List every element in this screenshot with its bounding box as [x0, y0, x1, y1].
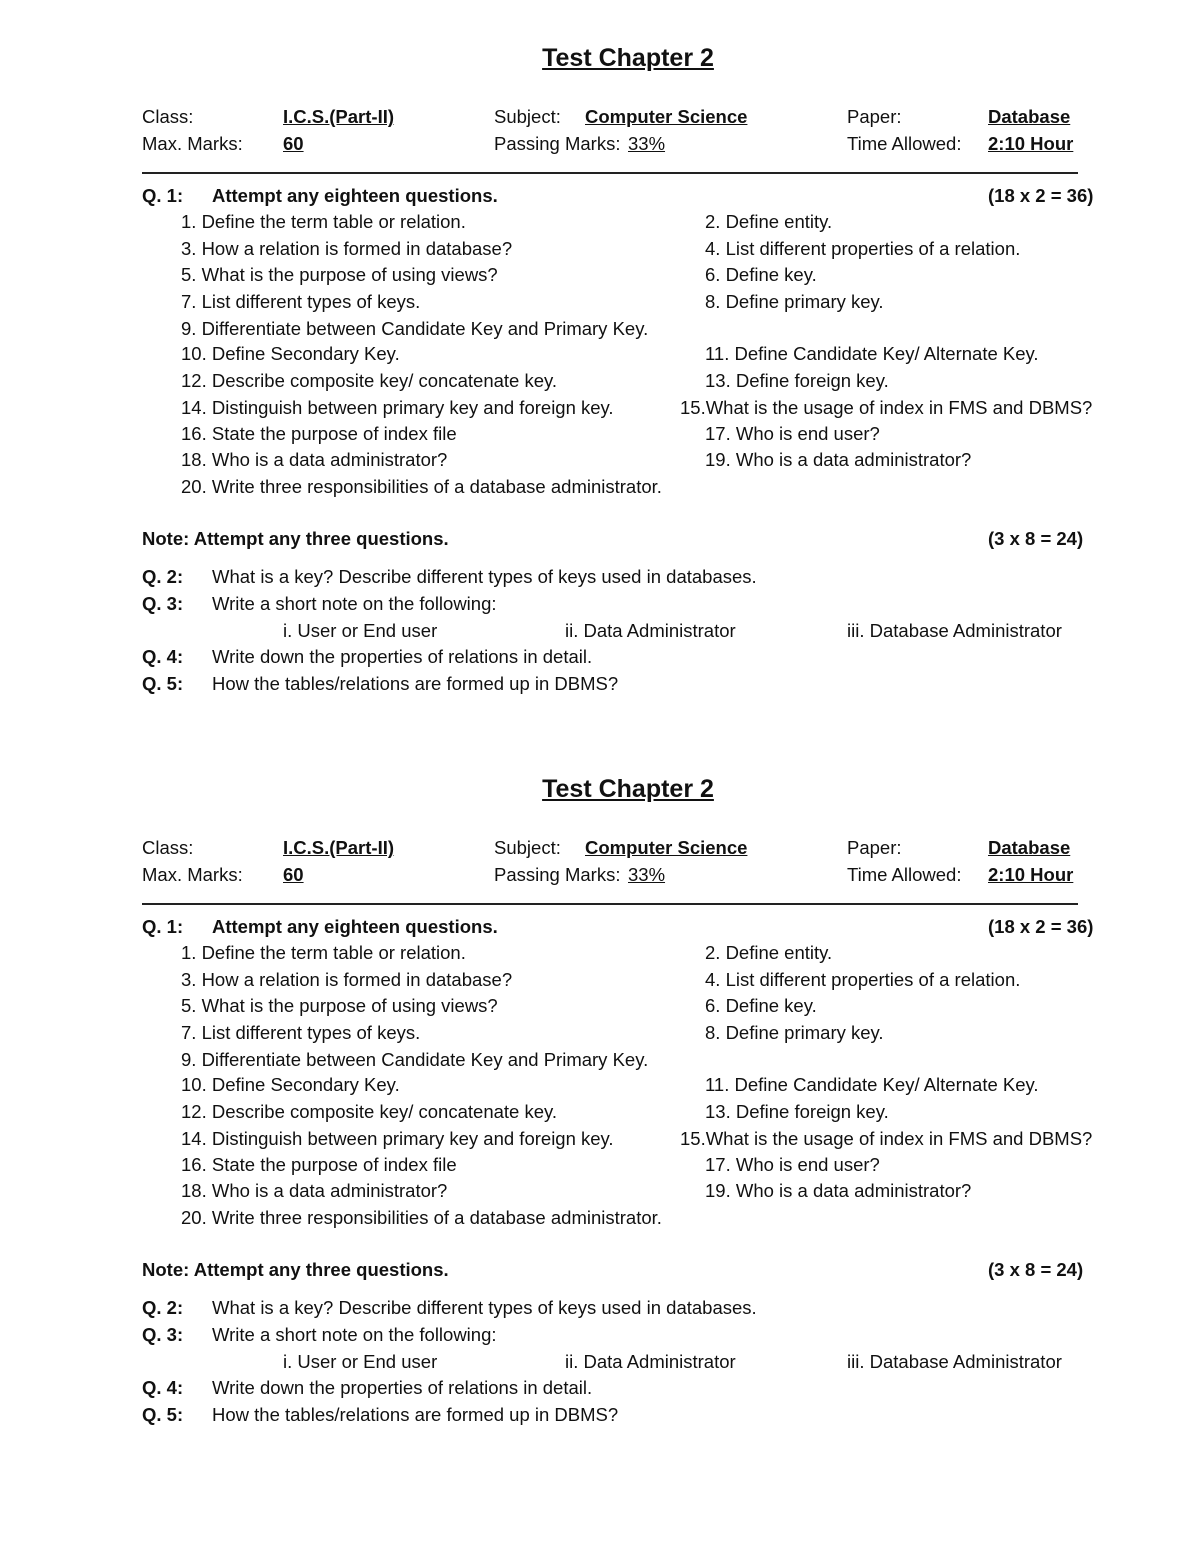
divider — [142, 172, 1078, 174]
short-question: 1. Define the term table or relation. — [181, 942, 466, 963]
note-instruction: Note: Attempt any three questions. — [142, 528, 449, 549]
short-question: 9. Differentiate between Candidate Key and Primary Key. — [181, 1049, 649, 1070]
q2-label: Q. 2: — [142, 1297, 184, 1318]
short-question: 3. How a relation is formed in database? — [181, 238, 513, 259]
q5-label: Q. 5: — [142, 673, 184, 694]
time-allowed-value: 2:10 Hour — [988, 133, 1074, 154]
short-question: 13. Define foreign key. — [705, 1101, 889, 1122]
q3-text: Write a short note on the following: — [212, 1324, 497, 1345]
short-question: 2. Define entity. — [705, 942, 833, 963]
short-question: 20. Write three responsibilities of a database administrator. — [181, 1207, 662, 1228]
q3-label: Q. 3: — [142, 593, 184, 614]
class-value: I.C.S.(Part-II) — [283, 106, 395, 127]
exam-paper-copy-2 — [0, 731, 1200, 1431]
q3-part: i. User or End user — [283, 620, 438, 641]
short-question: 7. List different types of keys. — [181, 1022, 421, 1043]
short-question: 11. Define Candidate Key/ Alternate Key. — [705, 1074, 1039, 1095]
class-label: Class: — [142, 837, 194, 858]
short-question: 10. Define Secondary Key. — [181, 343, 400, 364]
q2-text: What is a key? Describe different types of keys used in databases. — [212, 1297, 757, 1318]
max-marks-value: 60 — [283, 133, 304, 154]
passing-marks-label: Passing Marks: — [494, 133, 621, 154]
q3-label: Q. 3: — [142, 1324, 184, 1345]
subject-value: Computer Science — [585, 106, 748, 127]
q1-instruction: Attempt any eighteen questions. — [212, 185, 498, 206]
short-question: 4. List different properties of a relation. — [705, 969, 1021, 990]
short-question: 12. Describe composite key/ concatenate key. — [181, 370, 558, 391]
q3-part: i. User or End user — [283, 1351, 438, 1372]
short-question: 4. List different properties of a relation. — [705, 238, 1021, 259]
short-question: 15.What is the usage of index in FMS and DBMS? — [680, 1128, 1093, 1149]
time-allowed-label: Time Allowed: — [847, 864, 962, 885]
paper-value: Database — [988, 106, 1071, 127]
short-question: 5. What is the purpose of using views? — [181, 264, 498, 285]
q4-text: Write down the properties of relations in detail. — [212, 1377, 593, 1398]
q5-text: How the tables/relations are formed up in DBMS? — [212, 673, 619, 694]
q3-part: iii. Database Administrator — [847, 620, 1062, 641]
q3-part: ii. Data Administrator — [565, 1351, 736, 1372]
q1-marks: (18 x 2 = 36) — [988, 185, 1094, 206]
short-question: 7. List different types of keys. — [181, 291, 421, 312]
time-allowed-label: Time Allowed: — [847, 133, 962, 154]
max-marks-value: 60 — [283, 864, 304, 885]
q4-text: Write down the properties of relations in detail. — [212, 646, 593, 667]
divider — [142, 903, 1078, 905]
q5-text: How the tables/relations are formed up in DBMS? — [212, 1404, 619, 1425]
q4-label: Q. 4: — [142, 1377, 184, 1398]
q1-label: Q. 1: — [142, 185, 184, 206]
short-question: 10. Define Secondary Key. — [181, 1074, 400, 1095]
max-marks-label: Max. Marks: — [142, 864, 243, 885]
short-question: 14. Distinguish between primary key and foreign key. — [181, 397, 614, 418]
short-question: 6. Define key. — [705, 264, 817, 285]
q2-label: Q. 2: — [142, 566, 184, 587]
q1-marks: (18 x 2 = 36) — [988, 916, 1094, 937]
time-allowed-value: 2:10 Hour — [988, 864, 1074, 885]
paper-label: Paper: — [847, 106, 902, 127]
short-question: 9. Differentiate between Candidate Key and Primary Key. — [181, 318, 649, 339]
note-marks: (3 x 8 = 24) — [988, 1259, 1084, 1280]
short-question: 11. Define Candidate Key/ Alternate Key. — [705, 343, 1039, 364]
paper-value: Database — [988, 837, 1071, 858]
q1-instruction: Attempt any eighteen questions. — [212, 916, 498, 937]
short-question: 13. Define foreign key. — [705, 370, 889, 391]
q3-text: Write a short note on the following: — [212, 593, 497, 614]
note-instruction: Note: Attempt any three questions. — [142, 1259, 449, 1280]
short-question: 15.What is the usage of index in FMS and DBMS? — [680, 397, 1093, 418]
exam-paper-copy-1 — [0, 0, 1200, 700]
subject-value: Computer Science — [585, 837, 748, 858]
subject-label: Subject: — [494, 106, 561, 127]
short-question: 2. Define entity. — [705, 211, 833, 232]
short-question: 14. Distinguish between primary key and foreign key. — [181, 1128, 614, 1149]
short-question: 1. Define the term table or relation. — [181, 211, 466, 232]
short-question: 16. State the purpose of index file — [181, 1154, 457, 1175]
q3-part: iii. Database Administrator — [847, 1351, 1062, 1372]
q1-label: Q. 1: — [142, 916, 184, 937]
short-question: 16. State the purpose of index file — [181, 423, 457, 444]
short-question: 6. Define key. — [705, 995, 817, 1016]
passing-marks-value: 33% — [628, 864, 666, 885]
short-question: 8. Define primary key. — [705, 1022, 884, 1043]
short-question: 17. Who is end user? — [705, 1154, 880, 1175]
class-label: Class: — [142, 106, 194, 127]
short-question: 20. Write three responsibilities of a database administrator. — [181, 476, 662, 497]
short-question: 19. Who is a data administrator? — [705, 1180, 972, 1201]
max-marks-label: Max. Marks: — [142, 133, 243, 154]
passing-marks-label: Passing Marks: — [494, 864, 621, 885]
q5-label: Q. 5: — [142, 1404, 184, 1425]
subject-label: Subject: — [494, 837, 561, 858]
short-question: 12. Describe composite key/ concatenate key. — [181, 1101, 558, 1122]
short-question: 8. Define primary key. — [705, 291, 884, 312]
passing-marks-value: 33% — [628, 133, 666, 154]
short-question: 3. How a relation is formed in database? — [181, 969, 513, 990]
note-marks: (3 x 8 = 24) — [988, 528, 1084, 549]
short-question: 19. Who is a data administrator? — [705, 449, 972, 470]
page-title: Test Chapter 2 — [542, 775, 714, 803]
q3-part: ii. Data Administrator — [565, 620, 736, 641]
q4-label: Q. 4: — [142, 646, 184, 667]
paper-label: Paper: — [847, 837, 902, 858]
short-question: 18. Who is a data administrator? — [181, 1180, 448, 1201]
short-question: 5. What is the purpose of using views? — [181, 995, 498, 1016]
short-question: 17. Who is end user? — [705, 423, 880, 444]
short-question: 18. Who is a data administrator? — [181, 449, 448, 470]
q2-text: What is a key? Describe different types of keys used in databases. — [212, 566, 757, 587]
class-value: I.C.S.(Part-II) — [283, 837, 395, 858]
page-title: Test Chapter 2 — [542, 44, 714, 72]
